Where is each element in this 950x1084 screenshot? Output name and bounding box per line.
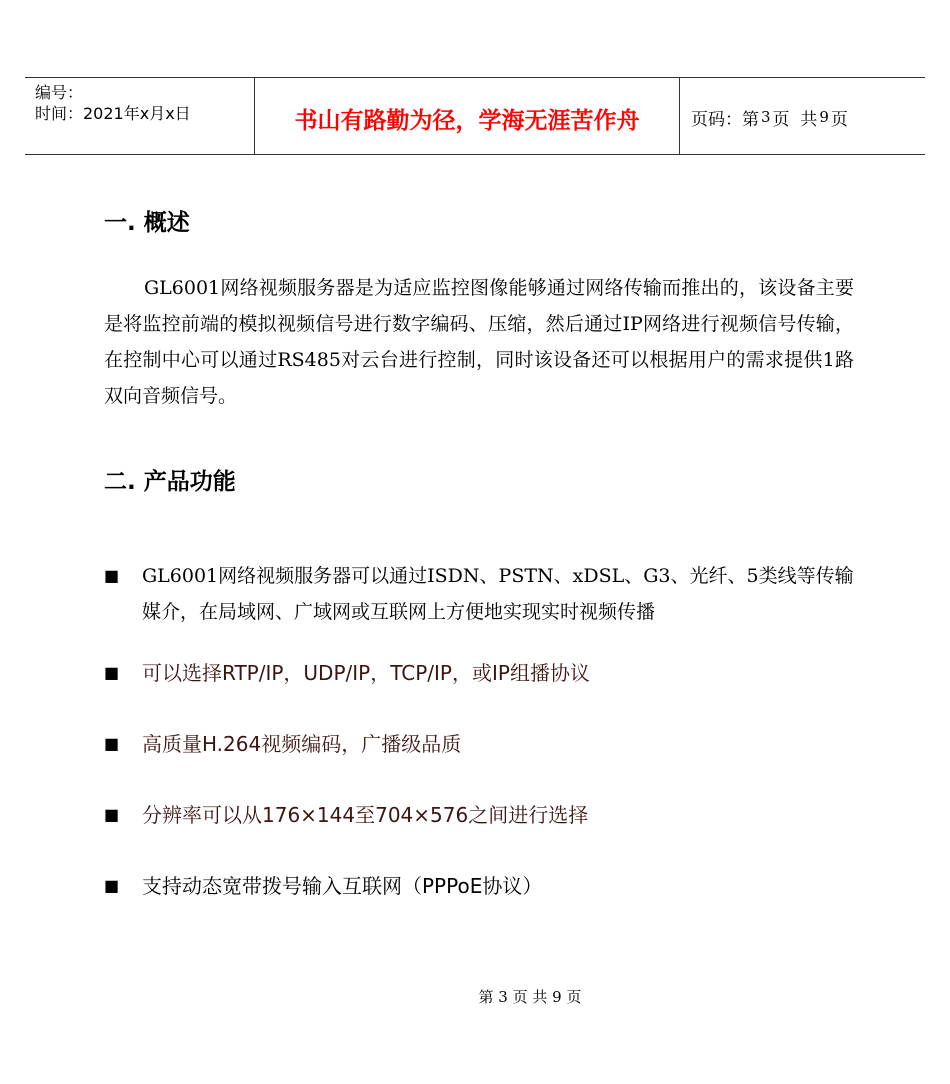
list-item: [104, 726, 864, 762]
page-footer: 第 3 页 共 9 页: [478, 988, 582, 1006]
feature-text: 支持动态宽带拨号输入互联网（PPPoE协议）: [142, 874, 543, 898]
feature-text: GL6001网络视频服务器可以通过ISDN、PSTN、xDSL、G3、光纤、5类线等传输媒介，在局域网、广域网或互联网上方便地实现实时视频传播: [142, 565, 854, 623]
header-motto: 书山有路勤为径，学海无涯苦作舟: [254, 78, 680, 154]
feature-text: 分辨率可以从176×144至704×576之间进行选择: [142, 803, 589, 827]
list-item: [104, 868, 864, 904]
page-label-mid: 页 共: [772, 109, 818, 130]
feature-text: 高质量H.264视频编码，广播级品质: [142, 732, 462, 756]
list-item: [104, 558, 864, 630]
number-label: 编号：: [35, 83, 84, 102]
header-page-indicator: [680, 78, 925, 154]
bullet-marker: ■: [104, 734, 120, 753]
list-item: [104, 797, 864, 833]
bullet-marker: ■: [104, 663, 120, 682]
overview-paragraph: [104, 270, 854, 414]
bullet-marker: ■: [104, 805, 120, 824]
page-label-pre: 页码：第: [691, 109, 759, 130]
overview-text: GL6001网络视频服务器是为适应监控图像能够通过网络传输而推出的，该设备主要是将监控前端的模拟视频信号进行数字编码、压缩，然后通过IP网络进行视频信号传输，在控制中心可以通过RS485对云台进行控制，同时该设备还可以根据用户的需求提供1路双向音频信号。: [104, 277, 854, 407]
list-item: [104, 655, 864, 691]
page-label-post: 页: [830, 109, 848, 130]
page-total: 9: [819, 108, 829, 126]
feature-text: 可以选择RTP/IP，UDP/IP，TCP/IP，或IP组播协议: [142, 661, 590, 685]
bullet-marker: ■: [104, 876, 120, 895]
section-title-overview: 一. 概述: [104, 210, 190, 236]
bullet-marker: ■: [104, 566, 120, 585]
section-title-features: 二. 产品功能: [104, 469, 236, 495]
time-label: 时间：2021年x月x日: [35, 104, 191, 123]
page-header: [25, 77, 925, 155]
header-meta: [25, 78, 254, 154]
page-current: 3: [761, 108, 771, 126]
